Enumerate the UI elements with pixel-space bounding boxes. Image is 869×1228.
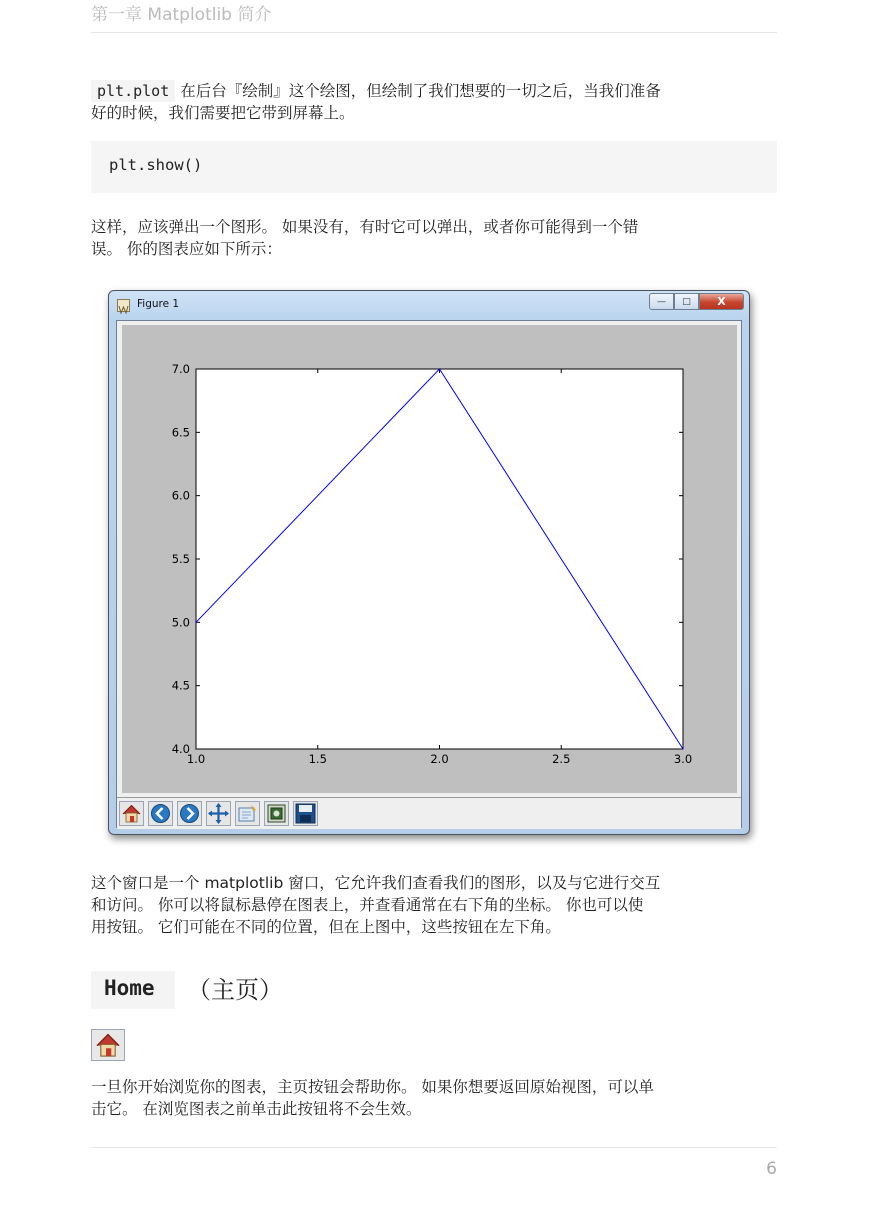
page-number: 6 — [766, 1159, 777, 1179]
page-header — [91, 0, 777, 33]
x-tick-label: 2.0 — [430, 752, 449, 766]
home-subheading: （主页） — [187, 976, 283, 1004]
maximize-icon: □ — [682, 296, 691, 307]
figure-app-icon — [117, 299, 130, 312]
toolbar-zoom-button[interactable] — [235, 801, 260, 826]
close-icon: X — [717, 295, 726, 308]
x-tick-label: 1.5 — [308, 752, 327, 766]
toolbar-back-button[interactable] — [148, 801, 173, 826]
popup-text-2: 误。 你的图表应如下所示： — [91, 240, 282, 258]
x-tick-label: 3.0 — [673, 752, 693, 766]
intro-paragraph — [91, 80, 781, 124]
y-tick-label: 6.5 — [171, 425, 190, 440]
chapter-title: 第一章 Matplotlib 简介 — [91, 5, 272, 25]
x-tick-label: 2.5 — [552, 752, 571, 766]
inline-code: plt.plot — [91, 80, 175, 102]
toolbar-save-button[interactable] — [293, 801, 318, 826]
minimize-icon: — — [657, 296, 666, 307]
zoom-icon — [236, 802, 259, 825]
toolbar-forward-button[interactable] — [177, 801, 202, 826]
window-titlebar[interactable] — [109, 291, 749, 319]
x-tick-label: 1.0 — [186, 752, 206, 766]
desc-text-1a: 这个窗口是一个 — [91, 874, 200, 892]
save-icon — [294, 802, 317, 825]
desc-text-1b: matplotlib — [204, 874, 284, 892]
data-point — [682, 748, 683, 749]
window-title: Figure 1 — [137, 298, 180, 310]
toolbar-home-button[interactable] — [119, 801, 144, 826]
toolbar-pan-button[interactable] — [206, 801, 231, 826]
y-tick-label: 4.0 — [171, 742, 190, 756]
close-button[interactable] — [699, 293, 744, 310]
figure-client-area — [116, 320, 742, 828]
home-button-illustration — [91, 1029, 125, 1061]
plot-axes — [196, 369, 683, 749]
popup-text-1: 这样，应该弹出一个图形。 如果没有，有时它可以弹出，或者你可能得到一个错 — [91, 218, 639, 236]
window-controls — [649, 293, 744, 311]
data-point — [195, 622, 196, 623]
maximize-button[interactable] — [674, 293, 699, 310]
subplots-icon — [265, 802, 288, 825]
home-heading-text: Home — [104, 976, 155, 1000]
window-description — [91, 872, 781, 938]
home-heading — [91, 971, 175, 1009]
home-paragraph — [91, 1076, 781, 1120]
y-tick-label: 7.0 — [171, 362, 190, 376]
figure-window — [108, 290, 750, 835]
forward-icon — [178, 802, 201, 825]
back-icon — [149, 802, 172, 825]
y-tick-label: 5.5 — [171, 552, 190, 566]
navigation-toolbar — [117, 797, 741, 829]
desc-text-3: 用按钮。 它们可能在不同的位置，但在上图中，这些按钮在左下角。 — [91, 918, 561, 936]
y-tick-label: 6.0 — [171, 488, 190, 503]
intro-text-2: 好的时候，我们需要把它带到屏幕上。 — [91, 104, 355, 122]
desc-text-2: 和访问。 你可以将鼠标悬停在图表上，并查看通常在右下角的坐标。 你也可以使 — [91, 896, 644, 914]
intro-text-1: 在后台『绘制』这个绘图，但绘制了我们想要的一切之后，当我们准备 — [180, 82, 661, 100]
home-icon — [92, 1030, 124, 1060]
toolbar-subplots-button[interactable] — [264, 801, 289, 826]
footer-divider — [91, 1147, 777, 1148]
data-point — [439, 368, 440, 369]
line-chart — [122, 325, 737, 793]
code-text: plt.show() — [109, 156, 203, 174]
popup-paragraph — [91, 216, 781, 260]
desc-text-1c: 窗口，它允许我们查看我们的图形，以及与它进行交互 — [288, 874, 661, 892]
code-block — [91, 141, 777, 193]
y-tick-label: 4.5 — [171, 678, 190, 693]
minimize-button[interactable] — [649, 293, 674, 310]
y-tick-label: 5.0 — [171, 615, 190, 630]
pan-icon — [207, 802, 230, 825]
plot-canvas[interactable] — [122, 325, 737, 793]
home-text-1: 一旦你开始浏览你的图表，主页按钮会帮助你。 如果你想要返回原始视图，可以单 — [91, 1078, 654, 1096]
home-text-2: 击它。 在浏览图表之前单击此按钮将不会生效。 — [91, 1100, 422, 1118]
home-icon — [120, 802, 143, 825]
